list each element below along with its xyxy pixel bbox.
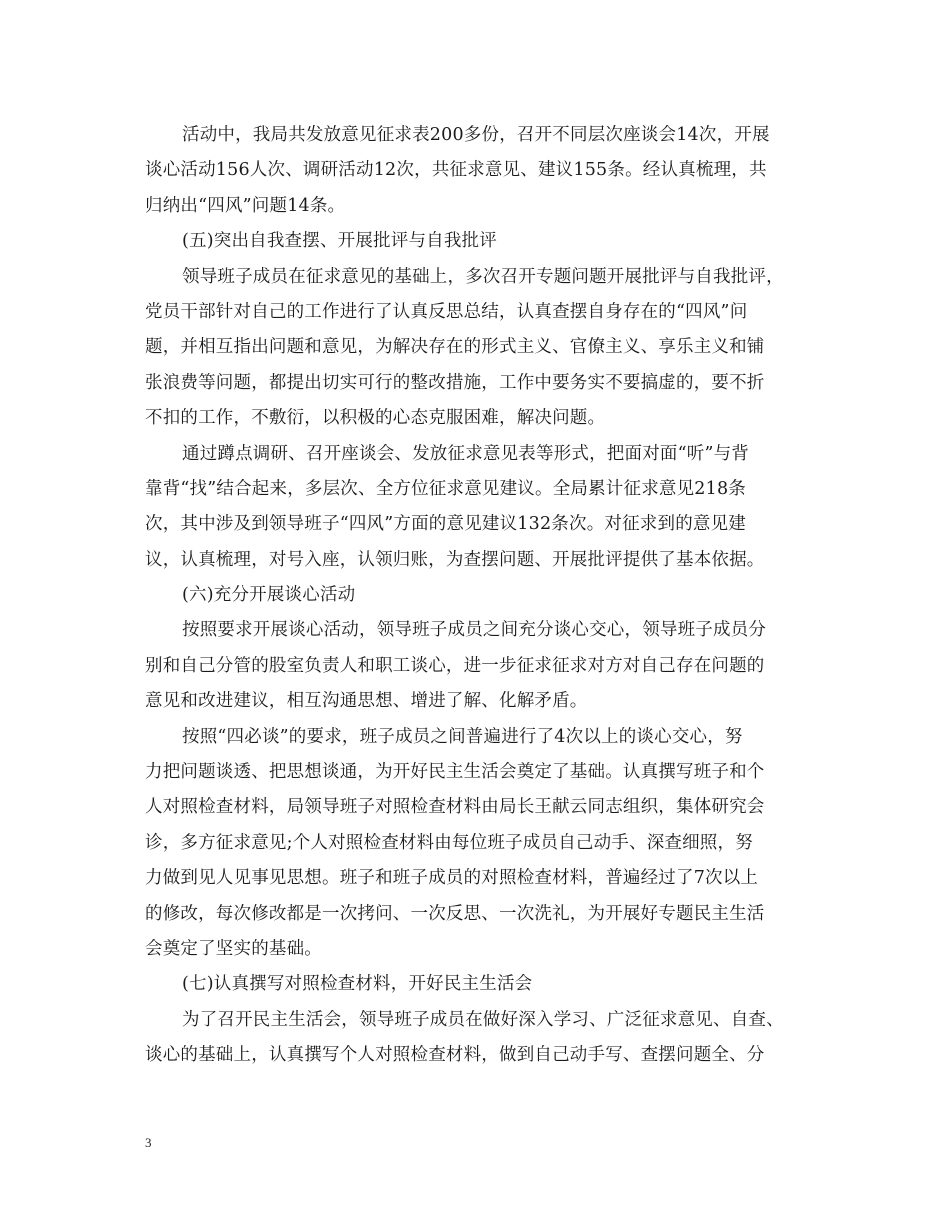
text-line: 题，并相互指出问题和意见，为解决存在的形式主义、官僚主义、享乐主义和铺 <box>145 337 765 358</box>
document-body <box>145 118 810 1074</box>
text-line: 次，其中涉及到领导班子“四风”方面的意见建议132条次。对征求到的意见建 <box>145 514 746 535</box>
section-heading-6: (六)充分开展谈心活动 <box>182 585 356 606</box>
text-line: 归纳出“四风”问题14条。 <box>145 195 346 216</box>
text-line: 别和自己分管的股室负责人和职工谈心，进一步征求征求对方对自己存在问题的 <box>145 655 765 676</box>
text-line: 的修改，每次修改都是一次拷问、一次反思、一次洗礼，为开展好专题民主生活 <box>145 903 765 924</box>
text-line: 意见和改进建议，相互沟通思想、增进了解、化解矛盾。 <box>145 691 588 712</box>
page-number: 3 <box>145 1135 152 1150</box>
text-line: 活动中，我局共发放意见征求表200多份，召开不同层次座谈会14次，开展 <box>182 125 770 145</box>
text-line: 议，认真梳理，对号入座，认领归账，为查摆问题、开展批评提供了基本依据。 <box>145 549 765 570</box>
section-heading-7: (七)认真撰写对照检查材料，开好民主生活会 <box>182 974 533 995</box>
text-line: 诊，多方征求意见;个人对照检查材料由每位班子成员自己动手、深查细照，努 <box>145 832 753 853</box>
text-line: 不扣的工作，不敷衍，以积极的心态克服困难，解决问题。 <box>145 408 606 429</box>
section-heading-5: (五)突出自我查摆、开展批评与自我批评 <box>182 231 497 252</box>
text-line: 通过蹲点调研、召开座谈会、发放征求意见表等形式，把面对面“听”与背 <box>182 443 749 464</box>
text-line: 按照要求开展谈心活动，领导班子成员之间充分谈心交心，领导班子成员分 <box>182 620 767 641</box>
text-line: 力做到见人见事见思想。班子和班子成员的对照检查材料，普遍经过了7次以上 <box>145 868 759 889</box>
text-line: 人对照检查材料，局领导班子对照检查材料由局长王献云同志组织，集体研究会 <box>145 797 765 818</box>
text-line: 谈心活动156人次、调研活动12次，共征求意见、建议155条。经认真梳理，共 <box>145 160 767 181</box>
text-line: 为了召开民主生活会，领导班子成员在做好深入学习、广泛征求意见、自查、 <box>182 1009 784 1030</box>
text-line: 靠背“找”结合起来，多层次、全方位征求意见建议。全局累计征求意见218条 <box>145 478 746 499</box>
text-line: 会奠定了坚实的基础。 <box>145 938 322 959</box>
text-line: 按照“四必谈”的要求，班子成员之间普遍进行了4次以上的谈心交心，努 <box>182 726 743 747</box>
text-line: 党员干部针对自己的工作进行了认真反思总结，认真查摆自身存在的“四风”问 <box>145 301 748 322</box>
text-line: 领导班子成员在征求意见的基础上，多次召开专题问题开展批评与自我批评， <box>182 266 784 287</box>
text-line: 力把问题谈透、把思想谈通，为开好民主生活会奠定了基础。认真撰写班子和个 <box>145 762 765 783</box>
text-line: 张浪费等问题，都提出切实可行的整改措施，工作中要务实不要搞虚的，要不折 <box>145 372 765 393</box>
text-line: 谈心的基础上，认真撰写个人对照检查材料，做到自己动手写、查摆问题全、分 <box>145 1045 765 1066</box>
